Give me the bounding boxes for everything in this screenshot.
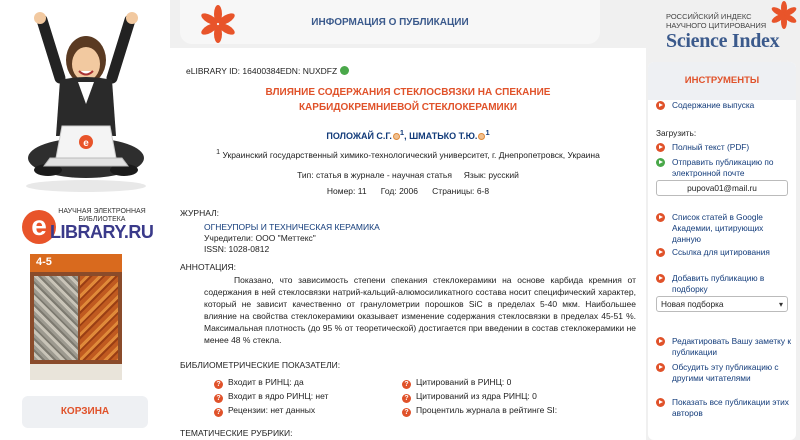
metric-in-rinc-text: Входит в РИНЦ: да (228, 377, 304, 387)
question-icon[interactable]: ? (214, 408, 223, 417)
elibrary-tagline-2: БИБЛИОТЕКА (78, 216, 126, 223)
chevron-down-icon: ▾ (778, 300, 783, 309)
elibrary-logo[interactable] (18, 206, 158, 246)
lang-value: русский (488, 170, 519, 180)
email-input[interactable]: pupova01@mail.ru (656, 180, 788, 196)
affiliation (170, 148, 646, 160)
cover-footer (30, 364, 122, 380)
year-label: Год: (380, 186, 397, 196)
cover-photo-right (80, 276, 118, 360)
metric-cit-rinc (402, 377, 511, 389)
tool-edit-note-label: Редактировать Вашу заметку к публикации (672, 336, 791, 357)
edn-label: EDN: (280, 66, 301, 76)
elibrary-brand: LIBRARY.RU (50, 222, 154, 242)
elibrary-tagline-1: НАУЧНАЯ ЭЛЕКТРОННАЯ (58, 208, 146, 215)
collection-select[interactable] (656, 296, 788, 312)
journal-link[interactable]: ОГНЕУПОРЫ И ТЕХНИЧЕСКАЯ КЕРАМИКА (204, 222, 380, 232)
journal-founders: Учредители: ООО "Меттекс" (204, 233, 316, 243)
tool-fulltext-label: Полный текст (PDF) (672, 142, 750, 152)
arrow-icon (656, 143, 665, 152)
elibrary-e-icon: e (22, 210, 56, 244)
abstract-text: Показано, что зависимость степени спекания стеклокерамики на основе карбида кремния от содержания в ней стеклосвязки натрий-кальций-алюмосиликатного состава носит специфический характер, который не зависит качественно от гранулометрии порошков SiC в пределах 5-40 мкм. Наибольшее влияние на свойства стеклокерамики оказывает изменение содержания стеклосвязки в пределах 45-51 %. Максимальная плотность (до 95 % от теоретической) достигается при введении в состав стеклокерамики не менее 48 % стекла. (204, 275, 636, 345)
issue-line (170, 186, 646, 196)
metric-cit-core (402, 391, 537, 403)
type-value: статья в журнале - научная статья (315, 170, 452, 180)
edn-value: NUXDFZ (302, 66, 338, 76)
metric-in-core-text: Входит в ядро РИНЦ: нет (228, 391, 329, 401)
collection-select-value: Новая подборка (661, 299, 724, 309)
tool-cite-link-label: Ссылка для цитирования (672, 247, 770, 257)
edn-grid-icon[interactable] (340, 66, 349, 75)
metric-in-core (214, 391, 328, 403)
question-icon[interactable]: ? (402, 408, 411, 417)
year-value: 2006 (399, 186, 418, 196)
tools-panel (648, 62, 796, 440)
basket-button[interactable]: КОРЗИНА (22, 396, 148, 428)
metric-cit-core-text: Цитирований из ядра РИНЦ: 0 (416, 391, 537, 401)
authors-line: ПОЛОЖАЙ С.Г. $^1$, ШМАТЬКО Т.Ю. $^1$ (326, 128, 490, 141)
publication-title-1: ВЛИЯНИЕ СОДЕРЖАНИЯ СТЕКЛОСВЯЗКИ НА СПЕКАНИЕ (265, 87, 551, 98)
elibrary-id-value: 16400384 (242, 66, 281, 76)
author-1[interactable]: ПОЛОЖАЙ С.Г. (326, 131, 392, 141)
science-index-tagline (666, 12, 766, 30)
cover-photo-left (34, 276, 78, 360)
science-index-tagline-1: РОССИЙСКИЙ ИНДЕКС (666, 12, 752, 21)
download-label: Загрузить: (656, 128, 697, 138)
journal-section-label: ЖУРНАЛ: (180, 208, 220, 218)
author-2[interactable]: ШМАТЬКО Т.Ю. (409, 131, 478, 141)
author-1-sup: 1 (399, 128, 405, 137)
tool-show-all-label: Показать все публикации этих авторов (672, 397, 789, 418)
arrow-icon (656, 398, 665, 407)
metric-reviews (214, 405, 315, 417)
affiliation-sup: 1 (216, 148, 221, 156)
tools-title: ИНСТРУМЕНТЫ (648, 62, 796, 100)
metric-percentile-text: Процентиль журнала в рейтинге SI: (416, 405, 558, 415)
publication-title-2: КАРБИДОКРЕМНИЕВОЙ СТЕКЛОКЕРАМИКИ (298, 102, 518, 113)
type-label: Тип: (297, 170, 314, 180)
science-index-tagline-2: НАУЧНОГО ЦИТИРОВАНИЯ (666, 21, 767, 30)
edn-id (280, 66, 349, 76)
thematic-section-label: ТЕМАТИЧЕСКИЕ РУБРИКИ: (180, 428, 293, 438)
question-icon[interactable]: ? (402, 380, 411, 389)
arrow-icon (656, 363, 665, 372)
metric-percentile (402, 405, 557, 417)
arrow-icon (656, 337, 665, 346)
arrow-icon (656, 101, 665, 110)
number-value: 11 (357, 186, 367, 196)
biblio-section-label: БИБЛИОМЕТРИЧЕСКИЕ ПОКАЗАТЕЛИ: (180, 360, 341, 370)
abstract-section-label: АННОТАЦИЯ: (180, 262, 237, 272)
arrow-icon (656, 274, 665, 283)
tool-contents-label: Содержание выпуска (672, 100, 755, 110)
pages-value: 6-8 (476, 186, 490, 196)
page-title: ИНФОРМАЦИЯ О ПУБЛИКАЦИИ (311, 17, 469, 28)
elibrary-id (186, 66, 280, 76)
author-1-icon (393, 133, 400, 140)
journal-info (204, 222, 380, 255)
metric-cit-rinc-text: Цитирований в РИНЦ: 0 (416, 377, 512, 387)
journal-cover-image[interactable] (30, 254, 122, 380)
arrow-icon (656, 213, 665, 222)
author-2-sup: 1 (485, 128, 490, 137)
question-icon[interactable]: ? (214, 380, 223, 389)
header-tab (180, 0, 600, 44)
email-icon (656, 158, 665, 167)
pages-label: Страницы: (432, 186, 475, 196)
lang-label: Язык: (463, 170, 487, 180)
left-column (0, 0, 170, 440)
question-icon[interactable]: ? (402, 394, 411, 403)
affiliation-text: Украинский государственный химико-технологический университет, г. Днепропетровск, Украина (222, 149, 600, 160)
svg-text:e: e (83, 138, 89, 149)
hero-person-laptop-illustration (12, 8, 162, 198)
metric-reviews-text: Рецензии: нет данных (228, 405, 316, 415)
metric-in-rinc (214, 377, 304, 389)
tool-discuss-label: Обсудить эту публикацию с другими читателями (672, 362, 779, 383)
number-label: Номер: (326, 186, 356, 196)
asterisk-logo-icon (198, 4, 242, 44)
tool-add-collection-label: Добавить публикацию в подборку (672, 273, 765, 294)
cover-issue-number: 4-5 (36, 256, 52, 268)
elibrary-id-label: eLIBRARY ID: (186, 66, 241, 76)
publication-main (170, 48, 646, 440)
tool-google-scholar-label: Список статей в Google Академии, цитирующих данную (672, 212, 764, 244)
tool-send-email-label: Отправить публикацию по электронной почте (672, 157, 774, 178)
journal-issn: ISSN: 1028-0812 (204, 244, 270, 254)
arrow-icon (656, 248, 665, 257)
question-icon[interactable]: ? (214, 394, 223, 403)
type-lang-line (170, 170, 646, 180)
science-index-brand: Science Index (666, 30, 780, 52)
science-index-asterisk-icon (768, 0, 800, 30)
